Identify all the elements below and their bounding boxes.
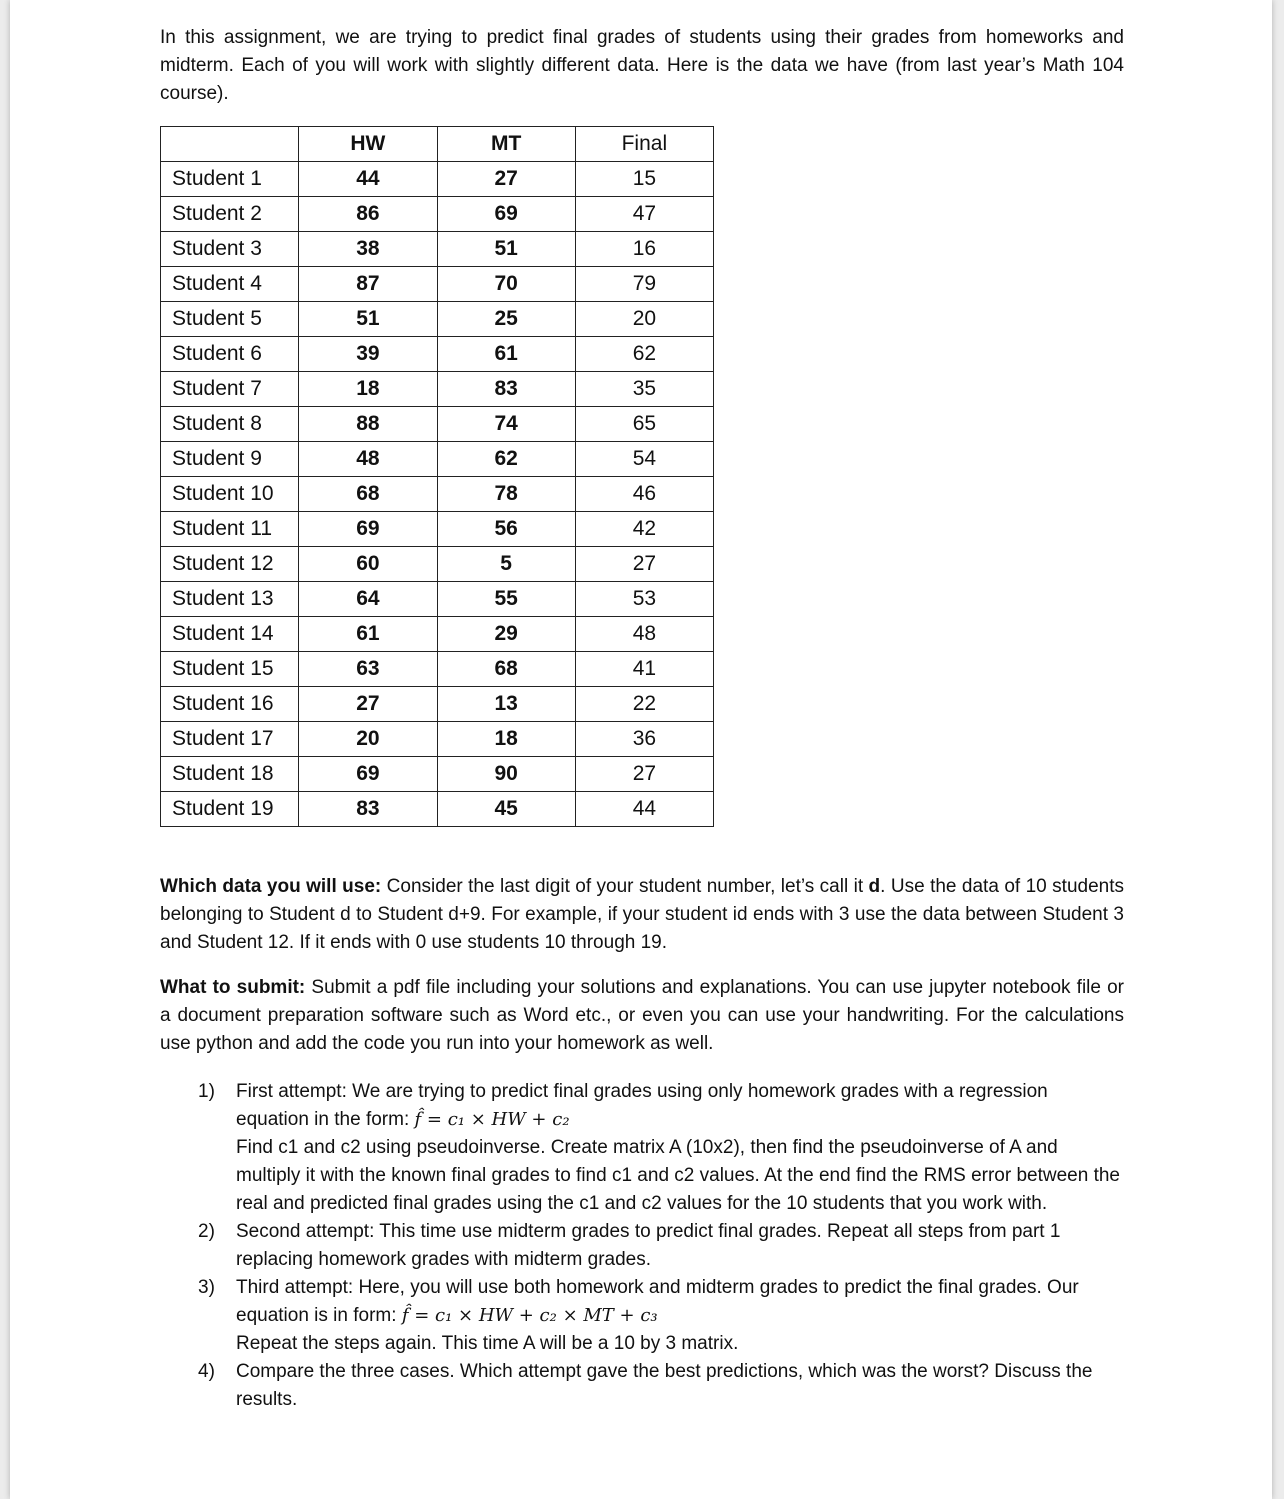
mt-cell: 25 [437, 302, 575, 337]
final-cell: 44 [575, 792, 713, 827]
hw-cell: 61 [299, 617, 437, 652]
which-data-variable: d [868, 876, 881, 897]
final-cell: 62 [575, 337, 713, 372]
task-2-text: Second attempt: This time use midterm grades to predict final grades. Repeat all steps from part 1 replacing homework grades with midterm grades. [236, 1221, 1061, 1270]
mt-cell: 83 [437, 372, 575, 407]
mt-cell: 18 [437, 722, 575, 757]
student-name: Student 14 [161, 617, 299, 652]
mt-cell: 90 [437, 757, 575, 792]
mt-cell: 55 [437, 582, 575, 617]
table-header-row [161, 127, 714, 162]
student-name: Student 11 [161, 512, 299, 547]
hw-cell: 38 [299, 232, 437, 267]
hw-cell: 69 [299, 512, 437, 547]
task-3-rest: Repeat the steps again. This time A will be a 10 by 3 matrix. [236, 1333, 739, 1354]
mt-cell: 13 [437, 687, 575, 722]
which-data-label: Which data you will use: [160, 876, 382, 897]
task-item-2 [160, 1218, 1124, 1274]
task-1-equation: f̂ = c₁ × HW + c₂ [414, 1109, 570, 1130]
final-cell: 42 [575, 512, 713, 547]
table-row [161, 652, 714, 687]
mt-cell: 27 [437, 162, 575, 197]
what-to-submit-paragraph [160, 974, 1124, 1058]
table-row [161, 792, 714, 827]
hw-cell: 18 [299, 372, 437, 407]
header-final: Final [575, 127, 713, 162]
which-data-text-before: Consider the last digit of your student number, let’s call it [381, 876, 869, 897]
task-marker: 3) [198, 1277, 215, 1298]
student-name: Student 12 [161, 547, 299, 582]
table-row [161, 687, 714, 722]
final-cell: 79 [575, 267, 713, 302]
mt-cell: 51 [437, 232, 575, 267]
table-row [161, 757, 714, 792]
hw-cell: 87 [299, 267, 437, 302]
which-data-text-after: . Use the data of 10 students belonging to Student d to Student d+9. For example, if your student id ends with 3 use the data between Student 3 and Student 12. If it ends with 0 use students 10 through 19. [160, 876, 1124, 953]
task-item-3 [160, 1274, 1124, 1358]
document-page [10, 0, 1272, 1499]
hw-cell: 86 [299, 197, 437, 232]
grades-table [160, 126, 714, 827]
table-row [161, 232, 714, 267]
table-row [161, 162, 714, 197]
hw-cell: 27 [299, 687, 437, 722]
final-cell: 15 [575, 162, 713, 197]
hw-cell: 20 [299, 722, 437, 757]
final-cell: 22 [575, 687, 713, 722]
hw-cell: 60 [299, 547, 437, 582]
final-cell: 35 [575, 372, 713, 407]
table-row [161, 722, 714, 757]
hw-cell: 39 [299, 337, 437, 372]
mt-cell: 68 [437, 652, 575, 687]
student-name: Student 17 [161, 722, 299, 757]
task-1-eq-prefix: equation in the form: [236, 1109, 415, 1130]
task-list [160, 1078, 1124, 1414]
table-row [161, 372, 714, 407]
table-row [161, 582, 714, 617]
table-row [161, 512, 714, 547]
task-item-4 [160, 1358, 1124, 1414]
table-row [161, 617, 714, 652]
student-name: Student 3 [161, 232, 299, 267]
task-marker: 4) [198, 1361, 215, 1382]
table-row [161, 407, 714, 442]
hw-cell: 48 [299, 442, 437, 477]
final-cell: 65 [575, 407, 713, 442]
what-to-submit-text: Submit a pdf file including your solutions and explanations. You can use jupyter notebook file or a document preparation software such as Word etc., or even you can use your handwriting. For the calculations use python and add the code you run into your homework as well. [160, 977, 1124, 1054]
table-row [161, 547, 714, 582]
final-cell: 53 [575, 582, 713, 617]
task-marker: 1) [198, 1081, 215, 1102]
task-4-text: Compare the three cases. Which attempt gave the best predictions, which was the worst? Discuss the results. [236, 1361, 1093, 1410]
mt-cell: 74 [437, 407, 575, 442]
task-1-line1: First attempt: We are trying to predict final grades using only homework grades with a regression [236, 1081, 1048, 1102]
hw-cell: 44 [299, 162, 437, 197]
table-row [161, 302, 714, 337]
header-empty-cell [161, 127, 299, 162]
hw-cell: 63 [299, 652, 437, 687]
final-cell: 36 [575, 722, 713, 757]
mt-cell: 78 [437, 477, 575, 512]
student-name: Student 1 [161, 162, 299, 197]
task-3-line1: Third attempt: Here, you will use both homework and midterm grades to predict the final grades. Our [236, 1277, 1079, 1298]
mt-cell: 70 [437, 267, 575, 302]
final-cell: 48 [575, 617, 713, 652]
mt-cell: 62 [437, 442, 575, 477]
student-name: Student 4 [161, 267, 299, 302]
student-name: Student 15 [161, 652, 299, 687]
student-name: Student 19 [161, 792, 299, 827]
final-cell: 20 [575, 302, 713, 337]
student-name: Student 13 [161, 582, 299, 617]
table-row [161, 267, 714, 302]
mt-cell: 61 [437, 337, 575, 372]
student-name: Student 7 [161, 372, 299, 407]
student-name: Student 9 [161, 442, 299, 477]
mt-cell: 45 [437, 792, 575, 827]
hw-cell: 69 [299, 757, 437, 792]
task-item-1 [160, 1078, 1124, 1218]
header-hw: HW [299, 127, 437, 162]
table-row [161, 442, 714, 477]
intro-paragraph: In this assignment, we are trying to predict final grades of students using their grades from homeworks and midterm. Each of you will work with slightly different data. Here is the data we have (from last year’s Math 104 course). [160, 27, 1124, 104]
hw-cell: 88 [299, 407, 437, 442]
final-cell: 41 [575, 652, 713, 687]
student-name: Student 2 [161, 197, 299, 232]
table-row [161, 477, 714, 512]
mt-cell: 29 [437, 617, 575, 652]
hw-cell: 51 [299, 302, 437, 337]
task-3-equation: f̂ = c₁ × HW + c₂ × MT + c₃ [401, 1305, 658, 1326]
student-name: Student 16 [161, 687, 299, 722]
table-row [161, 337, 714, 372]
student-name: Student 6 [161, 337, 299, 372]
hw-cell: 83 [299, 792, 437, 827]
which-data-paragraph [160, 873, 1124, 957]
student-name: Student 18 [161, 757, 299, 792]
document-content [160, 24, 1124, 1414]
final-cell: 46 [575, 477, 713, 512]
final-cell: 47 [575, 197, 713, 232]
mt-cell: 5 [437, 547, 575, 582]
header-mt: MT [437, 127, 575, 162]
final-cell: 54 [575, 442, 713, 477]
what-to-submit-label: What to submit: [160, 977, 306, 998]
task-3-eq-prefix: equation is in form: [236, 1305, 402, 1326]
table-row [161, 197, 714, 232]
hw-cell: 68 [299, 477, 437, 512]
mt-cell: 56 [437, 512, 575, 547]
student-name: Student 10 [161, 477, 299, 512]
final-cell: 16 [575, 232, 713, 267]
final-cell: 27 [575, 757, 713, 792]
student-name: Student 8 [161, 407, 299, 442]
task-marker: 2) [198, 1221, 215, 1242]
final-cell: 27 [575, 547, 713, 582]
hw-cell: 64 [299, 582, 437, 617]
task-1-rest: Find c1 and c2 using pseudoinverse. Create matrix A (10x2), then find the pseudoinverse of A and multiply it with the known final grades to find c1 and c2 values. At the end find the RMS error between the real and predicted final grades using the c1 and c2 values for the 10 students that you work with. [236, 1137, 1120, 1214]
student-name: Student 5 [161, 302, 299, 337]
mt-cell: 69 [437, 197, 575, 232]
